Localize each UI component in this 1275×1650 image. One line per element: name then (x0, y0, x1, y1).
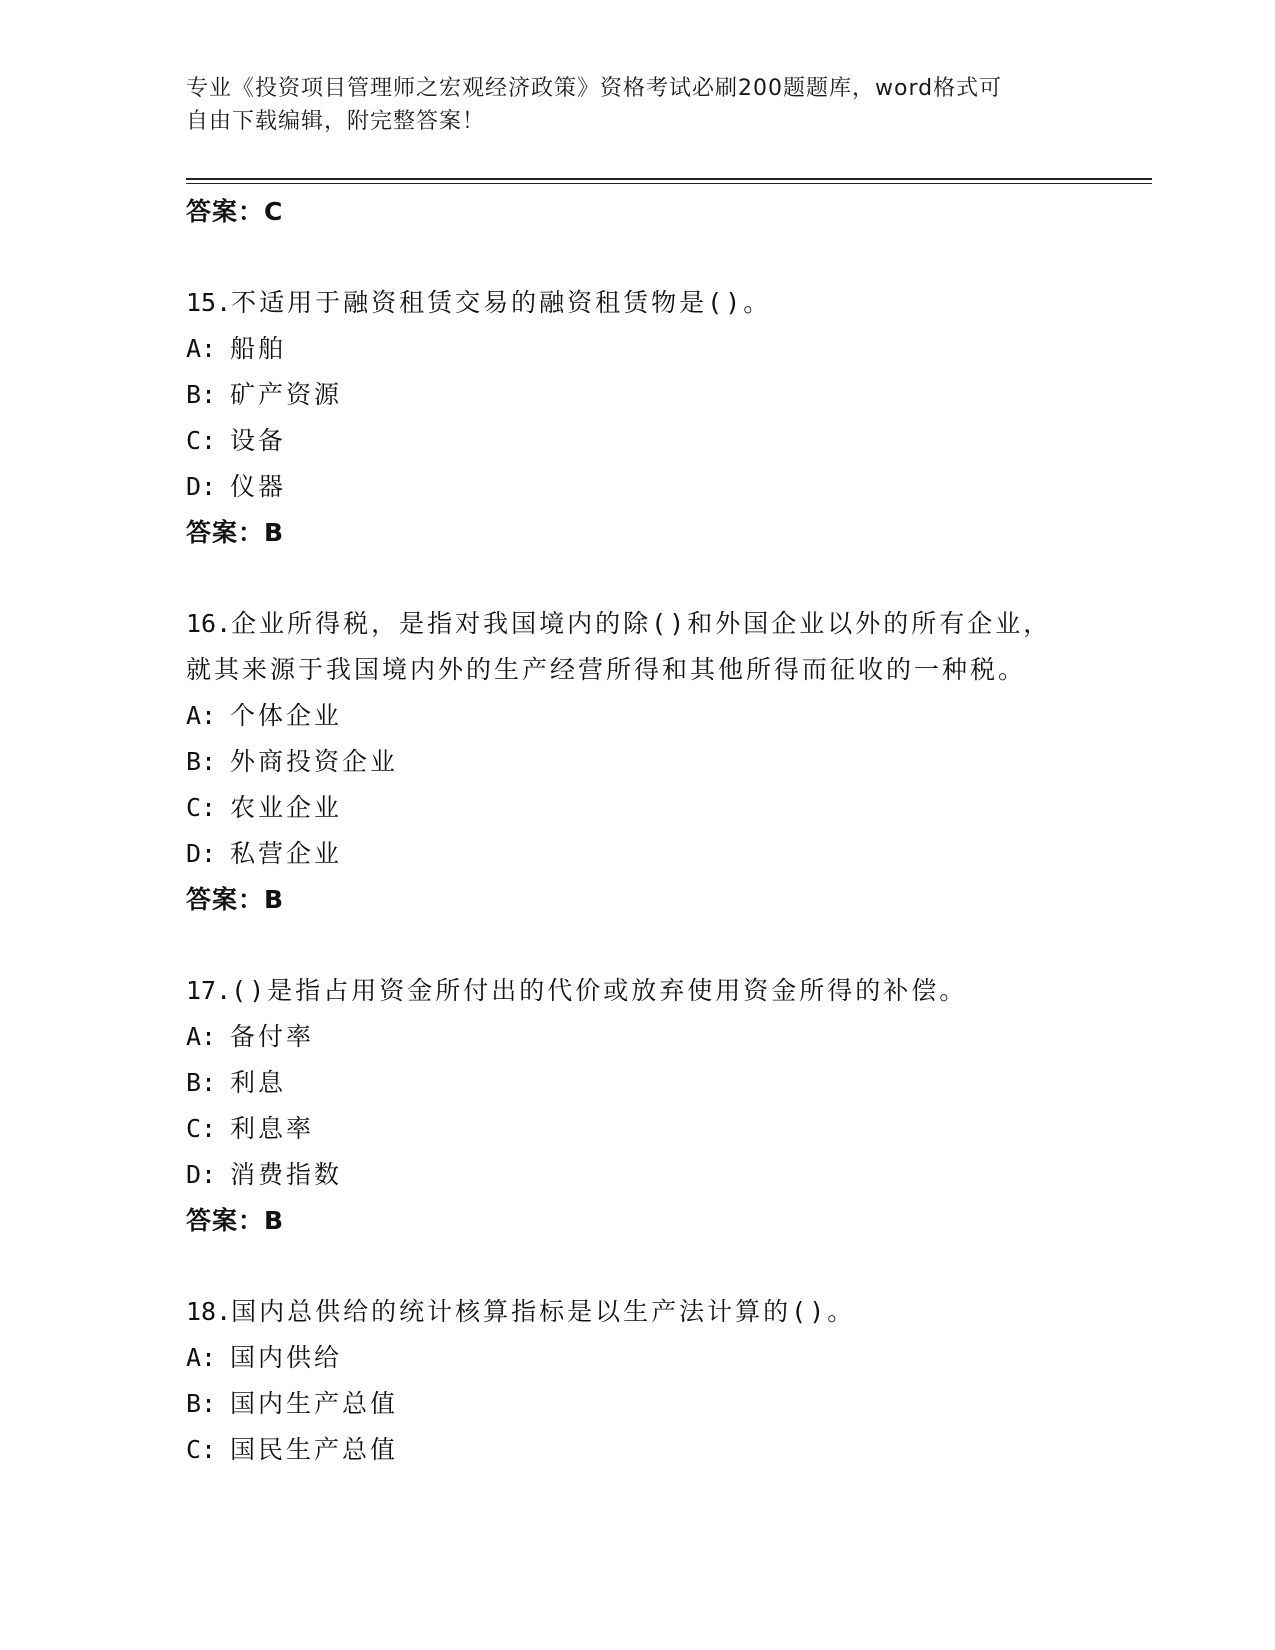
option-text: 国内供给 (230, 1343, 343, 1372)
option-d (186, 831, 1146, 877)
question-stem: 国内总供给的统计核算指标是以生产法计算的()。 (231, 1297, 856, 1326)
option-text: 利息率 (230, 1114, 315, 1143)
question-17 (186, 968, 1146, 1244)
option-text: 国民生产总值 (230, 1435, 399, 1464)
option-text: 矿产资源 (230, 380, 343, 409)
option-label: B: (186, 747, 217, 776)
option-a (186, 326, 1146, 372)
question-18 (186, 1289, 1146, 1473)
option-label: C: (186, 1435, 217, 1464)
option-a (186, 693, 1146, 739)
question-text (186, 601, 1146, 647)
answer: 答案：B (186, 885, 285, 914)
question-list (186, 189, 1146, 1473)
option-label: B: (186, 1389, 217, 1418)
option-text: 船舶 (230, 334, 287, 363)
option-text: 消费指数 (230, 1160, 343, 1189)
option-text: 国内生产总值 (230, 1389, 399, 1418)
option-text: 个体企业 (230, 701, 343, 730)
option-label: A: (186, 701, 217, 730)
option-text: 农业企业 (230, 793, 343, 822)
option-text: 设备 (230, 426, 287, 455)
option-b (186, 1381, 1146, 1427)
option-label: D: (186, 839, 217, 868)
option-text: 利息 (230, 1068, 287, 1097)
question-stem-line-1: 企业所得税，是指对我国境内的除()和外国企业以外的所有企业， (231, 609, 1052, 638)
option-label: C: (186, 1114, 217, 1143)
option-c (186, 1427, 1146, 1473)
option-c (186, 1106, 1146, 1152)
header-divider-thin (186, 183, 1152, 184)
question-number: 18. (186, 1297, 232, 1326)
option-label: A: (186, 334, 217, 363)
option-d (186, 1152, 1146, 1198)
option-label: D: (186, 472, 217, 501)
option-d (186, 464, 1146, 510)
option-text: 备付率 (230, 1022, 315, 1051)
question-number: 17. (186, 976, 232, 1005)
header-line-2: 自由下载编辑，附完整答案！ (186, 109, 486, 134)
option-label: B: (186, 380, 217, 409)
option-b (186, 739, 1146, 785)
option-text: 仪器 (230, 472, 287, 501)
option-label: C: (186, 793, 217, 822)
header-line-1: 专业《投资项目管理师之宏观经济政策》资格考试必刷200题题库，word格式可 (186, 76, 1003, 101)
answer: 答案：B (186, 518, 285, 547)
question-15 (186, 280, 1146, 556)
option-b (186, 372, 1146, 418)
question-text (186, 280, 1146, 326)
option-a (186, 1335, 1146, 1381)
option-b (186, 1060, 1146, 1106)
question-stem: ()是指占用资金所付出的代价或放弃使用资金所得的补偿。 (231, 976, 968, 1005)
option-label: C: (186, 426, 217, 455)
document-header (186, 72, 1066, 138)
option-text: 外商投资企业 (230, 747, 399, 776)
question-stem: 不适用于融资租赁交易的融资租赁物是()。 (231, 288, 772, 317)
option-label: A: (186, 1022, 217, 1051)
option-c (186, 785, 1146, 831)
question-stem-line-2: 就其来源于我国境内外的生产经营所得和其他所得而征收的一种税。 (186, 655, 1027, 684)
question-number: 16. (186, 609, 232, 638)
option-c (186, 418, 1146, 464)
question-number: 15. (186, 288, 232, 317)
header-divider (186, 178, 1152, 180)
option-label: B: (186, 1068, 217, 1097)
previous-answer: 答案：C (186, 197, 284, 226)
answer: 答案：B (186, 1206, 285, 1235)
question-text (186, 968, 1146, 1014)
question-16 (186, 601, 1146, 923)
option-text: 私营企业 (230, 839, 343, 868)
option-label: D: (186, 1160, 217, 1189)
option-label: A: (186, 1343, 217, 1372)
option-a (186, 1014, 1146, 1060)
question-text (186, 1289, 1146, 1335)
